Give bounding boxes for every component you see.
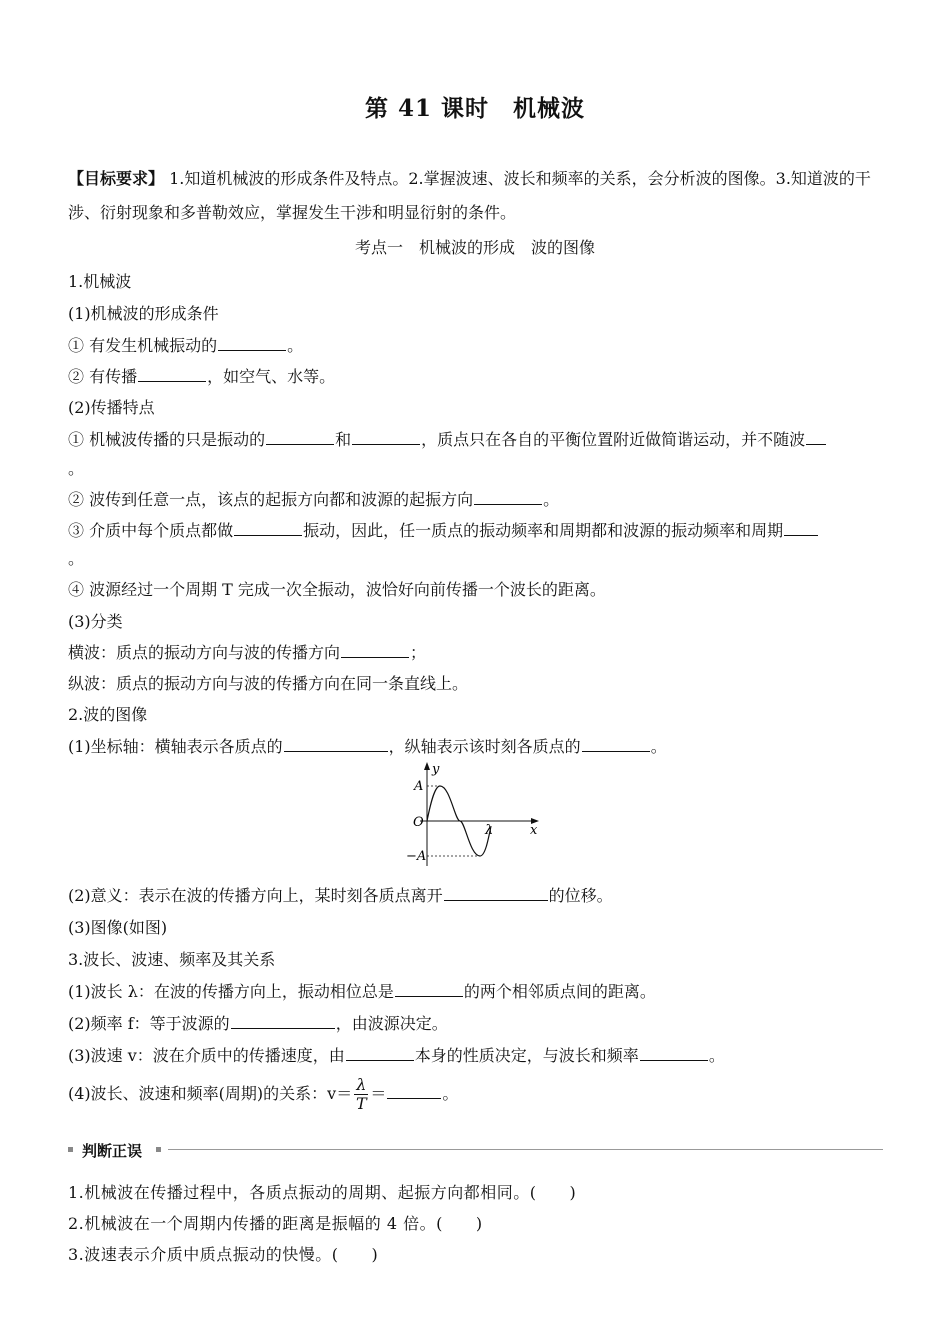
heading-wave-graph: 2.波的图像 bbox=[68, 705, 148, 724]
meaning bbox=[68, 883, 883, 906]
classification: (3)分类 bbox=[68, 612, 123, 631]
text: 。 bbox=[650, 737, 667, 756]
feature-2 bbox=[68, 487, 883, 510]
fill-blank bbox=[218, 335, 286, 351]
fill-blank bbox=[352, 429, 420, 445]
judge-item: 2.机械波在一个周期内传播的距离是振幅的 4 倍。( ) bbox=[68, 1214, 483, 1233]
fill-blank bbox=[138, 366, 206, 382]
fill-blank bbox=[234, 520, 302, 536]
wavelength-def bbox=[68, 979, 883, 1002]
text: (2)意义：表示在波的传播方向上，某时刻各质点离开 bbox=[68, 886, 443, 905]
text: (2)频率 f：等于波源的 bbox=[68, 1014, 230, 1033]
wavelength-label: λ bbox=[485, 823, 494, 838]
fill-blank bbox=[640, 1045, 708, 1061]
longitudinal-wave: 纵波：质点的振动方向与波的传播方向在同一条直线上。 bbox=[68, 674, 469, 693]
judge-item: 3.波速表示介质中质点振动的快慢。( ) bbox=[68, 1245, 379, 1264]
text: 。 bbox=[543, 490, 560, 509]
formation-conditions: (1)机械波的形成条件 bbox=[68, 304, 219, 323]
fill-blank bbox=[806, 429, 826, 445]
feature-1 bbox=[68, 427, 883, 450]
frequency-def bbox=[68, 1011, 883, 1034]
goal-text: 1.知道机械波的形成条件及特点。2.掌握波速、波长和频率的关系，会分析波的图像。3.知道波的干涉、衍射现象和多普勒效应，掌握发生干涉和明显衍射的条件。 bbox=[68, 169, 871, 222]
fill-blank bbox=[582, 736, 650, 752]
bullet-square bbox=[68, 1147, 73, 1152]
feature-1-end: 。 bbox=[68, 459, 85, 478]
fill-blank bbox=[341, 642, 409, 658]
text: 。 bbox=[287, 336, 304, 355]
fill-blank bbox=[231, 1013, 335, 1029]
fill-blank bbox=[266, 429, 334, 445]
feature-3-end: 。 bbox=[68, 549, 85, 568]
propagation-features: (2)传播特点 bbox=[68, 398, 155, 417]
feature-4: ④ 波源经过一个周期 T 完成一次全振动，波恰好向前传播一个波长的距离。 bbox=[68, 580, 606, 599]
y-axis-arrow bbox=[424, 762, 430, 770]
fill-blank bbox=[474, 489, 542, 505]
judge-item: 1.机械波在传播过程中，各质点振动的周期、起振方向都相同。( ) bbox=[68, 1183, 577, 1202]
speed-def bbox=[68, 1043, 883, 1066]
divider bbox=[168, 1149, 883, 1150]
text: ，质点只在各自的平衡位置附近做简谐运动，并不随波 bbox=[421, 430, 806, 449]
text: ＝ bbox=[370, 1084, 387, 1103]
text: ① 有发生机械振动的 bbox=[68, 336, 218, 355]
section-title: 考点一 机械波的形成 波的图像 bbox=[354, 238, 595, 257]
condition-2 bbox=[68, 364, 883, 387]
learning-goals bbox=[68, 162, 883, 230]
fraction bbox=[354, 1076, 368, 1113]
text: (4)波长、波速和频率(周期)的关系：v＝ bbox=[68, 1084, 353, 1103]
text: ，由波源决定。 bbox=[335, 1014, 448, 1033]
x-label: x bbox=[530, 823, 538, 838]
text: 。 bbox=[442, 1084, 459, 1103]
text: (3)波速 v：波在介质中的传播速度，由 bbox=[68, 1046, 345, 1065]
text: 。 bbox=[708, 1046, 725, 1065]
neg-amplitude-label: −A bbox=[406, 849, 427, 864]
heading-mechanical-wave: 1.机械波 bbox=[68, 272, 132, 291]
text: ③ 介质中每个质点都做 bbox=[68, 521, 234, 540]
text: ； bbox=[410, 643, 427, 662]
fill-blank bbox=[284, 736, 388, 752]
fill-blank bbox=[395, 981, 463, 997]
text: ② 有传播 bbox=[68, 367, 138, 386]
feature-3 bbox=[68, 518, 883, 541]
y-label: y bbox=[432, 762, 440, 777]
heading-relations: 3.波长、波速、频率及其关系 bbox=[68, 950, 276, 969]
text: 和 bbox=[335, 430, 352, 449]
transverse-wave bbox=[68, 640, 883, 663]
text: ，纵轴表示该时刻各质点的 bbox=[388, 737, 581, 756]
bullet-square bbox=[156, 1147, 161, 1152]
text: 的两个相邻质点间的距离。 bbox=[463, 982, 656, 1001]
fill-blank bbox=[387, 1083, 441, 1099]
condition-1 bbox=[68, 333, 883, 356]
text: ，如空气、水等。 bbox=[207, 367, 336, 386]
origin-label: O bbox=[413, 815, 424, 830]
wave-graph bbox=[405, 758, 545, 868]
text: 振动，因此，任一质点的振动频率和周期都和波源的振动频率和周期 bbox=[303, 521, 784, 540]
text: ② 波传到任意一点，该点的起振方向都和波源的起振方向 bbox=[68, 490, 474, 509]
fraction-denominator: T bbox=[355, 1094, 367, 1113]
fill-blank bbox=[784, 520, 818, 536]
fill-blank bbox=[444, 885, 548, 901]
relation-formula bbox=[68, 1076, 883, 1113]
axes-description bbox=[68, 734, 883, 757]
judge-heading: 判断正误 bbox=[82, 1142, 143, 1160]
fill-blank bbox=[346, 1045, 414, 1061]
goal-label: 【目标要求】 bbox=[68, 169, 165, 188]
text: ① 机械波传播的只是振动的 bbox=[68, 430, 266, 449]
text: 本身的性质决定，与波长和频率 bbox=[414, 1046, 639, 1065]
text: 横波：质点的振动方向与波的传播方向 bbox=[68, 643, 341, 662]
amplitude-label: A bbox=[414, 779, 424, 794]
page-title: 第 41 课时 机械波 bbox=[364, 95, 586, 122]
fraction-numerator: λ bbox=[356, 1075, 367, 1094]
judge-section-header bbox=[68, 1140, 883, 1160]
text: (1)波长 λ：在波的传播方向上，振动相位总是 bbox=[68, 982, 394, 1001]
text: (1)坐标轴：横轴表示各质点的 bbox=[68, 737, 283, 756]
text: 的位移。 bbox=[548, 886, 613, 905]
graph-note: (3)图像(如图) bbox=[68, 918, 168, 937]
